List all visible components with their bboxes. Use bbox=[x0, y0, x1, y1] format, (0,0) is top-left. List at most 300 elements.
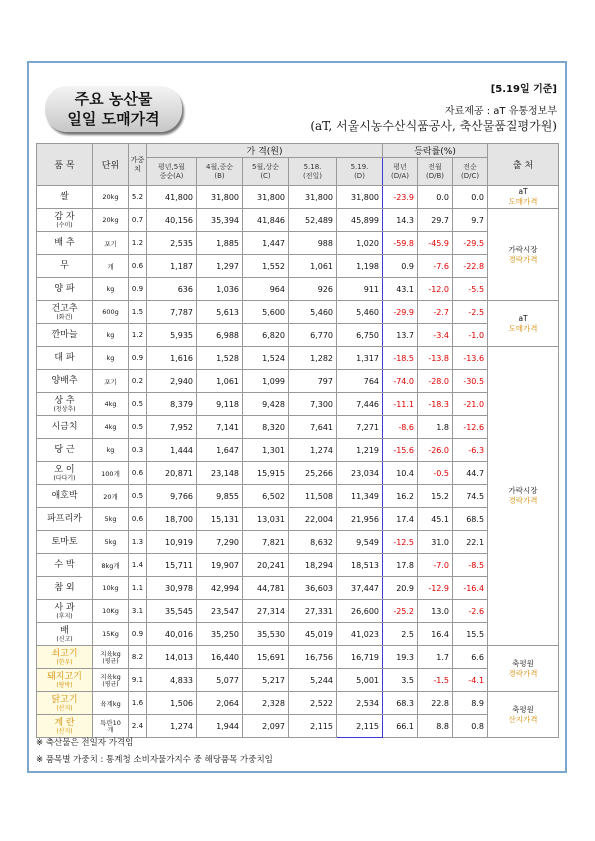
rate-cell: 2.5 bbox=[383, 623, 418, 646]
unit-label: 20kg bbox=[102, 216, 119, 224]
header-rate-col bbox=[383, 158, 418, 186]
table-row bbox=[37, 393, 559, 416]
item-name bbox=[37, 600, 93, 623]
item-unit bbox=[93, 508, 129, 531]
item-weight: 0.9 bbox=[129, 623, 147, 646]
price-cell: 2,940 bbox=[147, 370, 197, 393]
price-cell: 1,317 bbox=[337, 347, 383, 370]
price-cell: 37,447 bbox=[337, 577, 383, 600]
item-label: 배 추 bbox=[54, 238, 75, 248]
price-cell: 5,244 bbox=[289, 669, 337, 692]
price-cell: 11,349 bbox=[337, 485, 383, 508]
item-weight: 1.1 bbox=[129, 577, 147, 600]
rate-cell: 29.7 bbox=[418, 209, 453, 232]
title-line2: 일일 도매가격 bbox=[67, 110, 160, 128]
rate-cell: 6.6 bbox=[453, 646, 488, 669]
unit-note: 개 bbox=[107, 727, 114, 734]
rate-cell: 74.5 bbox=[453, 485, 488, 508]
item-label: 파프리카 bbox=[47, 514, 82, 524]
item-name bbox=[37, 623, 93, 646]
source-cell bbox=[488, 692, 559, 738]
header-label-line2: (전일) bbox=[303, 171, 322, 180]
source-type: 경락가격 bbox=[508, 254, 538, 264]
rate-cell: -3.4 bbox=[418, 324, 453, 347]
item-unit bbox=[93, 232, 129, 255]
price-cell: 4,833 bbox=[147, 669, 197, 692]
unit-label: 10kg bbox=[102, 584, 119, 592]
rate-cell: 15.2 bbox=[418, 485, 453, 508]
item-unit bbox=[93, 416, 129, 439]
data-provider: 자료제공 : aT 유통정보부 bbox=[444, 106, 557, 117]
price-cell: 9,428 bbox=[243, 393, 289, 416]
source-org: aT bbox=[518, 313, 528, 323]
rate-cell: 68.5 bbox=[453, 508, 488, 531]
rate-cell: -18.3 bbox=[418, 393, 453, 416]
item-unit bbox=[93, 646, 129, 669]
price-table bbox=[36, 143, 559, 738]
rate-cell: -29.9 bbox=[383, 301, 418, 324]
rate-cell: -12.0 bbox=[418, 278, 453, 301]
price-cell: 1,282 bbox=[289, 347, 337, 370]
header-price-col bbox=[147, 158, 197, 186]
item-label: 양배추 bbox=[51, 376, 78, 386]
rate-cell: 43.1 bbox=[383, 278, 418, 301]
item-name bbox=[37, 692, 93, 715]
item-weight: 0.9 bbox=[129, 278, 147, 301]
item-unit bbox=[93, 485, 129, 508]
header-label-line1: 평년 bbox=[393, 162, 407, 171]
price-cell: 2,064 bbox=[197, 692, 243, 715]
rate-cell: -13.6 bbox=[453, 347, 488, 370]
item-variety: (탕박) bbox=[56, 681, 73, 689]
price-cell: 1,274 bbox=[289, 439, 337, 462]
table-row bbox=[37, 255, 559, 278]
price-cell: 22,004 bbox=[289, 508, 337, 531]
price-cell: 42,994 bbox=[197, 577, 243, 600]
item-weight: 1.5 bbox=[129, 301, 147, 324]
price-cell: 5,460 bbox=[337, 301, 383, 324]
price-cell: 31,800 bbox=[337, 186, 383, 209]
price-cell: 41,023 bbox=[337, 623, 383, 646]
price-cell: 1,036 bbox=[197, 278, 243, 301]
price-cell: 1,524 bbox=[243, 347, 289, 370]
rate-cell: 16.2 bbox=[383, 485, 418, 508]
price-cell: 7,952 bbox=[147, 416, 197, 439]
unit-label: 4kg bbox=[104, 423, 117, 431]
item-name bbox=[37, 255, 93, 278]
rate-cell: 15.5 bbox=[453, 623, 488, 646]
price-cell: 31,800 bbox=[197, 186, 243, 209]
price-cell: 19,907 bbox=[197, 554, 243, 577]
table-row bbox=[37, 623, 559, 646]
price-cell: 23,148 bbox=[197, 462, 243, 485]
price-cell: 1,297 bbox=[197, 255, 243, 278]
price-cell: 9,855 bbox=[197, 485, 243, 508]
header-label-line2: (D/A) bbox=[391, 171, 410, 180]
price-cell: 26,600 bbox=[337, 600, 383, 623]
unit-label: 5kg bbox=[104, 538, 117, 546]
item-weight: 0.5 bbox=[129, 416, 147, 439]
price-cell: 31,800 bbox=[289, 186, 337, 209]
price-cell: 964 bbox=[243, 278, 289, 301]
rate-cell: 66.1 bbox=[383, 715, 418, 738]
item-label: 깐마늘 bbox=[51, 330, 78, 340]
item-name bbox=[37, 462, 93, 485]
rate-cell: -29.5 bbox=[453, 232, 488, 255]
price-cell: 7,141 bbox=[197, 416, 243, 439]
item-name bbox=[37, 278, 93, 301]
source-type: 산지가격 bbox=[508, 714, 538, 724]
item-label: 오 이 bbox=[54, 464, 75, 475]
item-label: 애호박 bbox=[51, 491, 78, 501]
table-row bbox=[37, 416, 559, 439]
price-cell: 926 bbox=[289, 278, 337, 301]
item-unit bbox=[93, 669, 129, 692]
item-weight: 1.3 bbox=[129, 531, 147, 554]
item-weight: 8.2 bbox=[129, 646, 147, 669]
item-weight: 1.2 bbox=[129, 232, 147, 255]
item-unit bbox=[93, 623, 129, 646]
table-row bbox=[37, 278, 559, 301]
item-name bbox=[37, 232, 93, 255]
table-row bbox=[37, 439, 559, 462]
item-unit bbox=[93, 347, 129, 370]
price-cell: 31,800 bbox=[243, 186, 289, 209]
rate-cell: 22.1 bbox=[453, 531, 488, 554]
price-cell: 9,118 bbox=[197, 393, 243, 416]
price-cell: 52,489 bbox=[289, 209, 337, 232]
item-unit bbox=[93, 370, 129, 393]
rate-cell: 45.1 bbox=[418, 508, 453, 531]
price-cell: 5,935 bbox=[147, 324, 197, 347]
rate-cell: 17.8 bbox=[383, 554, 418, 577]
price-cell: 5,613 bbox=[197, 301, 243, 324]
rate-cell: 10.4 bbox=[383, 462, 418, 485]
rate-cell: -12.6 bbox=[453, 416, 488, 439]
price-cell: 7,300 bbox=[289, 393, 337, 416]
item-name bbox=[37, 577, 93, 600]
item-label: 감 자 bbox=[54, 211, 75, 222]
unit-label: 600g bbox=[102, 308, 119, 316]
item-weight: 1.2 bbox=[129, 324, 147, 347]
price-cell: 23,547 bbox=[197, 600, 243, 623]
price-cell: 25,266 bbox=[289, 462, 337, 485]
price-cell: 41,846 bbox=[243, 209, 289, 232]
unit-label: 10Kg bbox=[102, 607, 119, 615]
item-weight: 0.6 bbox=[129, 255, 147, 278]
price-cell: 35,394 bbox=[197, 209, 243, 232]
header-rate-col bbox=[418, 158, 453, 186]
header-source: 출 처 bbox=[488, 144, 559, 186]
rate-cell: -22.8 bbox=[453, 255, 488, 278]
unit-label: 5kg bbox=[104, 515, 117, 523]
rate-cell: -1.5 bbox=[418, 669, 453, 692]
rate-cell: -74.0 bbox=[383, 370, 418, 393]
rate-cell: -13.8 bbox=[418, 347, 453, 370]
source-type: 경락가격 bbox=[508, 668, 538, 678]
table-row bbox=[37, 232, 559, 255]
item-weight: 0.7 bbox=[129, 209, 147, 232]
table-row bbox=[37, 577, 559, 600]
price-cell: 40,016 bbox=[147, 623, 197, 646]
item-name bbox=[37, 416, 93, 439]
rate-cell: -2.6 bbox=[453, 600, 488, 623]
item-label: 대 파 bbox=[54, 353, 75, 363]
item-weight: 2.4 bbox=[129, 715, 147, 738]
item-name bbox=[37, 301, 93, 324]
item-weight: 0.5 bbox=[129, 485, 147, 508]
price-cell: 988 bbox=[289, 232, 337, 255]
unit-label: 20개 bbox=[103, 492, 118, 501]
item-name bbox=[37, 186, 93, 209]
unit-label: 지육kg bbox=[100, 673, 121, 681]
price-cell: 1,301 bbox=[243, 439, 289, 462]
footnote-2: ※ 품목별 가중치 : 통계청 소비자물가지수 중 해당품목 가중치임 bbox=[36, 755, 273, 765]
unit-label: kg bbox=[106, 446, 115, 454]
source-cell bbox=[488, 301, 559, 347]
price-cell: 16,719 bbox=[337, 646, 383, 669]
page-title bbox=[45, 86, 182, 132]
header-weight: 가중치 bbox=[129, 144, 147, 186]
rate-cell: -23.9 bbox=[383, 186, 418, 209]
rate-cell: -8.5 bbox=[453, 554, 488, 577]
price-cell: 1,274 bbox=[147, 715, 197, 738]
header-label-line1: 5.18. bbox=[303, 162, 322, 171]
base-date: [5.19일 기준] bbox=[490, 84, 557, 95]
rate-cell: 0.0 bbox=[418, 186, 453, 209]
rate-cell: 14.3 bbox=[383, 209, 418, 232]
price-cell: 6,770 bbox=[289, 324, 337, 347]
price-cell: 2,534 bbox=[337, 692, 383, 715]
price-cell: 27,314 bbox=[243, 600, 289, 623]
item-unit bbox=[93, 278, 129, 301]
item-name bbox=[37, 324, 93, 347]
price-cell: 35,545 bbox=[147, 600, 197, 623]
unit-label: kg bbox=[106, 354, 115, 362]
price-cell: 1,447 bbox=[243, 232, 289, 255]
item-variety: (후지) bbox=[56, 612, 73, 620]
item-label: 건고추 bbox=[51, 303, 78, 314]
header-label-line1: 전순 bbox=[463, 162, 477, 171]
item-weight: 0.6 bbox=[129, 462, 147, 485]
price-cell: 27,331 bbox=[289, 600, 337, 623]
rate-cell: -21.0 bbox=[453, 393, 488, 416]
rate-cell: -30.5 bbox=[453, 370, 488, 393]
unit-label: 4kg bbox=[104, 400, 117, 408]
price-cell: 1,187 bbox=[147, 255, 197, 278]
price-cell: 40,156 bbox=[147, 209, 197, 232]
price-cell: 2,328 bbox=[243, 692, 289, 715]
price-cell: 41,800 bbox=[147, 186, 197, 209]
item-label: 사 과 bbox=[54, 602, 75, 613]
price-cell: 18,294 bbox=[289, 554, 337, 577]
item-unit bbox=[93, 554, 129, 577]
price-cell: 6,750 bbox=[337, 324, 383, 347]
item-variety: (다다기) bbox=[53, 474, 76, 482]
table-row bbox=[37, 209, 559, 232]
table-row bbox=[37, 301, 559, 324]
item-label: 돼지고기 bbox=[47, 671, 82, 682]
unit-label: 100개 bbox=[101, 469, 120, 478]
table-row bbox=[37, 370, 559, 393]
rate-cell: -4.1 bbox=[453, 669, 488, 692]
item-unit bbox=[93, 692, 129, 715]
unit-label: kg bbox=[106, 285, 115, 293]
price-cell: 1,061 bbox=[289, 255, 337, 278]
price-cell: 16,440 bbox=[197, 646, 243, 669]
rate-cell: 0.0 bbox=[453, 186, 488, 209]
rate-cell: 44.7 bbox=[453, 462, 488, 485]
price-cell: 5,600 bbox=[243, 301, 289, 324]
item-name bbox=[37, 554, 93, 577]
item-weight: 0.6 bbox=[129, 508, 147, 531]
header-label-line1: 5월,상순 bbox=[252, 162, 279, 171]
item-label: 시금치 bbox=[51, 422, 78, 432]
unit-label: 포기 bbox=[104, 239, 117, 248]
price-cell: 1,061 bbox=[197, 370, 243, 393]
item-unit bbox=[93, 255, 129, 278]
table-row bbox=[37, 692, 559, 715]
price-cell: 15,711 bbox=[147, 554, 197, 577]
price-cell: 7,787 bbox=[147, 301, 197, 324]
source-cell bbox=[488, 347, 559, 646]
price-cell: 7,290 bbox=[197, 531, 243, 554]
price-cell: 7,821 bbox=[243, 531, 289, 554]
price-cell: 6,502 bbox=[243, 485, 289, 508]
item-name bbox=[37, 669, 93, 692]
header-label-line2: (B) bbox=[214, 171, 225, 180]
header-price-col bbox=[197, 158, 243, 186]
rate-cell: -12.5 bbox=[383, 531, 418, 554]
rate-cell: -8.6 bbox=[383, 416, 418, 439]
item-variety: (한우) bbox=[56, 658, 73, 666]
price-cell: 15,691 bbox=[243, 646, 289, 669]
table-row bbox=[37, 485, 559, 508]
unit-note: (평균) bbox=[102, 681, 119, 688]
item-weight: 3.1 bbox=[129, 600, 147, 623]
item-unit bbox=[93, 462, 129, 485]
unit-label: kg bbox=[106, 331, 115, 339]
source-org: 가락시장 bbox=[508, 244, 538, 254]
source-cell bbox=[488, 186, 559, 209]
price-cell: 20,871 bbox=[147, 462, 197, 485]
item-name bbox=[37, 370, 93, 393]
price-cell: 15,131 bbox=[197, 508, 243, 531]
price-cell: 30,978 bbox=[147, 577, 197, 600]
data-sources: (aT, 서울시농수산식품공사, 축산물품질평가원) bbox=[310, 119, 557, 133]
item-name bbox=[37, 347, 93, 370]
price-cell: 16,756 bbox=[289, 646, 337, 669]
rate-cell: -16.4 bbox=[453, 577, 488, 600]
rate-cell: 31.0 bbox=[418, 531, 453, 554]
rate-cell: 22.8 bbox=[418, 692, 453, 715]
rate-cell: -5.5 bbox=[453, 278, 488, 301]
rate-cell: 0.8 bbox=[453, 715, 488, 738]
table-row bbox=[37, 324, 559, 347]
unit-note: (평균) bbox=[102, 658, 119, 665]
item-label: 쇠고기 bbox=[51, 648, 78, 659]
item-unit bbox=[93, 209, 129, 232]
price-cell: 1,506 bbox=[147, 692, 197, 715]
rate-cell: -0.5 bbox=[418, 462, 453, 485]
rate-cell: 8.8 bbox=[418, 715, 453, 738]
rate-cell: -7.6 bbox=[418, 255, 453, 278]
item-label: 상 추 bbox=[54, 395, 75, 406]
item-unit bbox=[93, 439, 129, 462]
rate-cell: -28.0 bbox=[418, 370, 453, 393]
price-cell: 764 bbox=[337, 370, 383, 393]
price-cell: 2,097 bbox=[243, 715, 289, 738]
rate-cell: -6.3 bbox=[453, 439, 488, 462]
price-cell: 1,444 bbox=[147, 439, 197, 462]
price-cell: 636 bbox=[147, 278, 197, 301]
header-price-col bbox=[243, 158, 289, 186]
item-variety: (수미) bbox=[56, 221, 73, 229]
item-name bbox=[37, 393, 93, 416]
unit-label: 지육kg bbox=[100, 650, 121, 658]
rate-cell: 68.3 bbox=[383, 692, 418, 715]
header-unit: 단위 bbox=[93, 144, 129, 186]
rate-cell: -11.1 bbox=[383, 393, 418, 416]
rate-cell: 19.3 bbox=[383, 646, 418, 669]
price-cell: 20,241 bbox=[243, 554, 289, 577]
price-cell: 23,034 bbox=[337, 462, 383, 485]
item-label: 무 bbox=[60, 261, 69, 271]
source-org: 가락시장 bbox=[508, 486, 538, 495]
rate-cell: -59.8 bbox=[383, 232, 418, 255]
item-label: 양 파 bbox=[54, 284, 75, 294]
unit-label: 8kg개 bbox=[101, 561, 120, 570]
item-weight: 9.1 bbox=[129, 669, 147, 692]
price-cell: 36,603 bbox=[289, 577, 337, 600]
price-cell: 1,099 bbox=[243, 370, 289, 393]
header-label-line2: (D) bbox=[354, 171, 365, 180]
header-price-col bbox=[337, 158, 383, 186]
price-cell: 21,956 bbox=[337, 508, 383, 531]
rate-cell: 0.9 bbox=[383, 255, 418, 278]
price-cell: 1,528 bbox=[197, 347, 243, 370]
price-cell: 1,198 bbox=[337, 255, 383, 278]
item-label: 수 박 bbox=[54, 560, 75, 570]
price-cell: 2,522 bbox=[289, 692, 337, 715]
price-cell: 45,899 bbox=[337, 209, 383, 232]
price-cell: 5,460 bbox=[289, 301, 337, 324]
header-label-line2: (D/B) bbox=[426, 171, 445, 180]
rate-cell: 13.7 bbox=[383, 324, 418, 347]
item-variety: (산지) bbox=[56, 727, 73, 735]
header-label-line2: 중순(A) bbox=[159, 171, 184, 180]
rate-cell: -1.0 bbox=[453, 324, 488, 347]
item-unit bbox=[93, 324, 129, 347]
price-cell: 11,508 bbox=[289, 485, 337, 508]
price-cell: 45,019 bbox=[289, 623, 337, 646]
table-row bbox=[37, 600, 559, 623]
source-type: 경락가격 bbox=[508, 496, 538, 505]
price-cell: 5,217 bbox=[243, 669, 289, 692]
item-unit bbox=[93, 393, 129, 416]
price-cell: 35,250 bbox=[197, 623, 243, 646]
item-weight: 0.9 bbox=[129, 347, 147, 370]
rate-cell: -18.5 bbox=[383, 347, 418, 370]
footnote-1: ※ 축산물은 전일자 가격임 bbox=[36, 738, 134, 748]
price-cell: 18,513 bbox=[337, 554, 383, 577]
source-type: 도매가격 bbox=[508, 197, 538, 206]
price-cell: 14,013 bbox=[147, 646, 197, 669]
price-cell: 9,766 bbox=[147, 485, 197, 508]
rate-cell: 20.9 bbox=[383, 577, 418, 600]
table-row bbox=[37, 554, 559, 577]
rate-cell: -26.0 bbox=[418, 439, 453, 462]
